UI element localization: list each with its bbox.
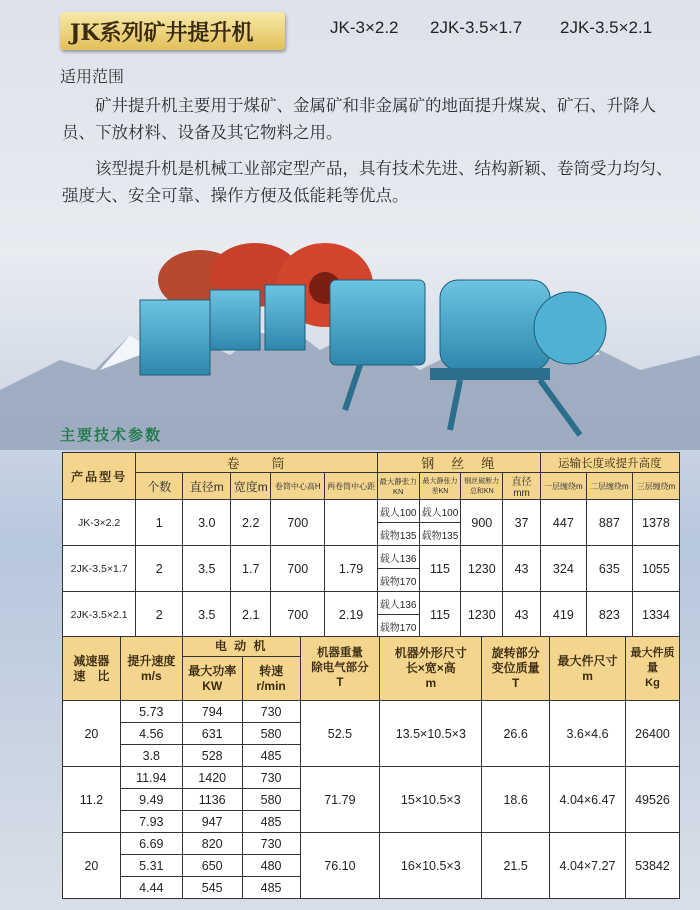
motor-base <box>430 368 550 380</box>
table-cell: 480 <box>242 855 300 877</box>
table-cell: 43 <box>503 592 541 638</box>
table-cell-model: JK-3×2.2 <box>63 500 136 546</box>
table-cell: 1378 <box>632 500 679 546</box>
table-cell: 2.2 <box>231 500 271 546</box>
table-cell: 900 <box>461 500 503 546</box>
group-transport: 运输长度或提升高度 <box>540 453 679 473</box>
table-cell: 52.5 <box>300 701 380 767</box>
group-rope: 钢 丝 绳 <box>377 453 540 473</box>
table-cell: 794 <box>182 701 242 723</box>
col-layer-3: 三层缠绕m <box>632 473 679 500</box>
table-cell: 1334 <box>632 592 679 638</box>
col-count: 个数 <box>136 473 183 500</box>
col-lift-speed: 提升速度 m/s <box>120 637 182 701</box>
table-cell: 580 <box>242 789 300 811</box>
table-cell: 3.5 <box>183 546 231 592</box>
table-cell: 9.49 <box>120 789 182 811</box>
table-cell: 5.31 <box>120 855 182 877</box>
brake-unit-1 <box>210 290 260 350</box>
table-cell: 485 <box>242 811 300 833</box>
table-cell: 324 <box>540 546 586 592</box>
table-cell: 15×10.5×3 <box>380 767 482 833</box>
table-cell-ratio: 20 <box>63 833 121 899</box>
col-center-height: 卷筒中心高H <box>271 473 325 500</box>
table-cell: 4.04×6.47 <box>550 767 626 833</box>
table-cell: 76.10 <box>300 833 380 899</box>
col-rpm: 转速 r/min <box>242 657 300 701</box>
table-cell: 37 <box>503 500 541 546</box>
col-reducer-ratio: 减速器 速 比 <box>63 637 121 701</box>
col-rotating-mass: 旋转部分 变位质量 T <box>482 637 550 701</box>
table-cell: 635 <box>586 546 632 592</box>
table-cell: 53842 <box>626 833 680 899</box>
table-cell: 2.1 <box>231 592 271 638</box>
group-motor: 电 动 机 <box>182 637 300 657</box>
table-cell: 947 <box>182 811 242 833</box>
table-cell: 1 <box>136 500 183 546</box>
table-cell: 载人100 <box>419 500 461 523</box>
table-cell: 7.93 <box>120 811 182 833</box>
table-cell: 载物170 <box>377 569 419 592</box>
table-cell: 580 <box>242 723 300 745</box>
col-dimensions: 机器外形尺寸 长×宽×高 m <box>380 637 482 701</box>
table-cell: 2 <box>136 546 183 592</box>
table-cell: 631 <box>182 723 242 745</box>
table-cell: 11.94 <box>120 767 182 789</box>
col-breaking-force: 钢丝破断力总和KN <box>461 473 503 500</box>
table-cell: 49526 <box>626 767 680 833</box>
table-cell: 115 <box>419 592 461 638</box>
model-label-2: 2JK-3.5×1.7 <box>430 18 523 37</box>
col-diameter: 直径m <box>183 473 231 500</box>
page-title: JK系列矿井提升机 <box>60 12 285 50</box>
section-label-application: 适用范围 <box>60 67 125 86</box>
table-cell: 1230 <box>461 546 503 592</box>
col-max-part-size: 最大件尺寸 m <box>550 637 626 701</box>
table-cell: 650 <box>182 855 242 877</box>
table-cell: 1.7 <box>231 546 271 592</box>
table-cell: 115 <box>419 546 461 592</box>
table-cell: 545 <box>182 877 242 899</box>
table-cell: 2.19 <box>325 592 377 638</box>
table-cell: 1136 <box>182 789 242 811</box>
table-cell: 1230 <box>461 592 503 638</box>
intro-paragraph-2: 该型提升机是机械工业部定型产品，具有技术先进、结构新颖、卷筒受力均匀、强度大、安全可靠、操作方便及低能耗等优点。 <box>62 159 673 205</box>
table-cell: 4.56 <box>120 723 182 745</box>
col-width: 宽度m <box>231 473 271 500</box>
table-cell: 3.8 <box>120 745 182 767</box>
table-cell: 2 <box>136 592 183 638</box>
table-cell-ratio: 11.2 <box>63 767 121 833</box>
table-cell: 1.79 <box>325 546 377 592</box>
hoist-machine-illustration <box>0 220 700 450</box>
table-cell: 3.0 <box>183 500 231 546</box>
table-cell: 26.6 <box>482 701 550 767</box>
table-cell: 700 <box>271 546 325 592</box>
tech-params-title: 主要技术参数 <box>60 426 163 444</box>
motor-end <box>534 292 606 364</box>
brake-unit-2 <box>265 285 305 350</box>
col-rope-diameter: 直径mm <box>503 473 541 500</box>
table-cell: 4.04×7.27 <box>550 833 626 899</box>
table-cell: 823 <box>586 592 632 638</box>
table-cell: 5.73 <box>120 701 182 723</box>
model-label-3: 2JK-3.5×2.1 <box>560 18 653 37</box>
table-cell: 700 <box>271 500 325 546</box>
table-cell: 730 <box>242 767 300 789</box>
motor-body <box>440 280 550 370</box>
gearbox <box>330 280 425 365</box>
drum-rope-spec-table <box>62 452 680 638</box>
table-cell: 887 <box>586 500 632 546</box>
table-cell: 447 <box>540 500 586 546</box>
table-cell-model: 2JK-3.5×1.7 <box>63 546 136 592</box>
intro-paragraph-1: 矿井提升机主要用于煤矿、金属矿和非金属矿的地面提升煤炭、矿石、升降人员、下放材料、设备及其它物料之用。 <box>62 96 656 142</box>
col-layer-1: 一层缠绕m <box>540 473 586 500</box>
table-cell: 730 <box>242 833 300 855</box>
col-center-distance: 两卷筒中心距 <box>325 473 377 500</box>
table-cell: 3.6×4.6 <box>550 701 626 767</box>
table-cell: 730 <box>242 701 300 723</box>
table-cell: 13.5×10.5×3 <box>380 701 482 767</box>
table-cell: 载人100 <box>377 500 419 523</box>
table-cell: 528 <box>182 745 242 767</box>
table-cell: 700 <box>271 592 325 638</box>
table-cell: 419 <box>540 592 586 638</box>
motor-machine-spec-table <box>62 636 680 899</box>
table-cell: 18.6 <box>482 767 550 833</box>
table-cell: 载人136 <box>377 592 419 615</box>
col-max-part-mass: 最大件质量 Kg <box>626 637 680 701</box>
hydraulic-station <box>140 300 210 375</box>
table-cell: 485 <box>242 745 300 767</box>
model-label-1: JK-3×2.2 <box>330 18 399 37</box>
table-cell-ratio: 20 <box>63 701 121 767</box>
table-cell <box>325 500 377 546</box>
table-cell: 1055 <box>632 546 679 592</box>
col-max-diff: 最大静张力差KN <box>419 473 461 500</box>
table-cell-model: 2JK-3.5×2.1 <box>63 592 136 638</box>
table-cell: 载人136 <box>377 546 419 569</box>
table-cell: 71.79 <box>300 767 380 833</box>
table-cell: 4.44 <box>120 877 182 899</box>
table-cell: 6.69 <box>120 833 182 855</box>
table-cell: 820 <box>182 833 242 855</box>
table-cell: 载物135 <box>419 523 461 546</box>
table-cell: 21.5 <box>482 833 550 899</box>
table-cell: 485 <box>242 877 300 899</box>
table-cell: 3.5 <box>183 592 231 638</box>
col-max-tension: 最大静张力KN <box>377 473 419 500</box>
table-cell: 26400 <box>626 701 680 767</box>
group-drum: 卷 筒 <box>136 453 378 473</box>
table-cell: 载物170 <box>377 615 419 638</box>
col-machine-weight: 机器重量 除电气部分 T <box>300 637 380 701</box>
table-cell: 载物135 <box>377 523 419 546</box>
table-cell: 16×10.5×3 <box>380 833 482 899</box>
col-layer-2: 二层缠绕m <box>586 473 632 500</box>
table-cell: 1420 <box>182 767 242 789</box>
col-max-power: 最大功率 KW <box>182 657 242 701</box>
table-cell: 43 <box>503 546 541 592</box>
col-model: 产品型号 <box>63 453 136 500</box>
